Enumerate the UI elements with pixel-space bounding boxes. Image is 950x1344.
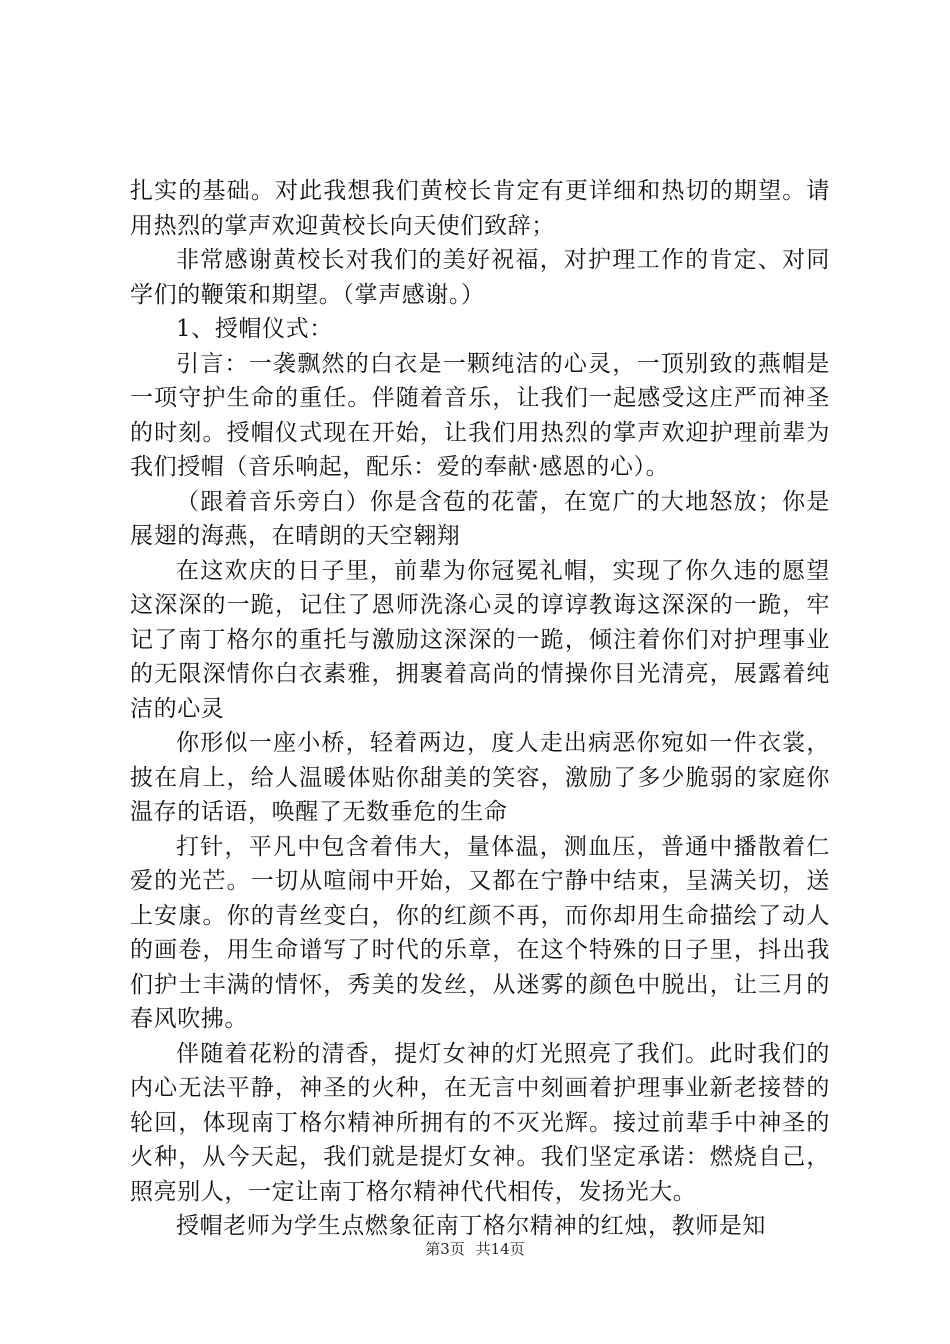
paragraph: 扎实的基础。对此我想我们黄校长肯定有更详细和热切的期望。请用热烈的掌声欢迎黄校长向天使们致辞；: [130, 178, 830, 239]
paragraph: 打针，平凡中包含着伟大，量体温，测血压，普通中播散着仁爱的光芒。一切从喧闹中开始，又都在宁静中结束，呈满关切，送上安康。你的青丝变白，你的红颜不再，而你却用生命描绘了动人的画卷，用生命谱写了时代的乐章，在这个特殊的日子里，抖出我们护士丰满的情怀，秀美的发丝，从迷雾的颜色中脱出，让三月的春风吹拂。: [130, 833, 830, 1032]
page-total: 共14页: [475, 1240, 525, 1258]
document-body: [130, 174, 830, 1244]
paragraph: 授帽老师为学生点燃象征南丁格尔精神的红烛，教师是知: [176, 1213, 766, 1239]
paragraph: 在这欢庆的日子里，前辈为你冠冕礼帽，实现了你久违的愿望这深深的一跪，记住了恩师洗涤心灵的谆谆教诲这深深的一跪，牢记了南丁格尔的重托与激励这深深的一跪，倾注着你们对护理事业的无限深情你白衣素雅，拥裹着高尚的情操你目光清亮，展露着纯洁的心灵: [130, 557, 830, 722]
page-number: 第3页: [425, 1240, 465, 1258]
paragraph: （跟着音乐旁白）你是含苞的花蕾，在宽广的大地怒放；你是展翅的海燕，在晴朗的天空翱翔: [130, 488, 830, 549]
section-heading: 1、授帽仪式：: [176, 316, 333, 342]
paragraph: 非常感谢黄校长对我们的美好祝福，对护理工作的肯定、对同学们的鞭策和期望。（掌声感谢。）: [130, 247, 830, 308]
paragraph: 伴随着花粉的清香，提灯女神的灯光照亮了我们。此时我们的内心无法平静，神圣的火种，在无言中刻画着护理事业新老接替的轮回，体现南丁格尔精神所拥有的不灭光辉。接过前辈手中神圣的火种，从今天起，我们就是提灯女神。我们坚定承诺：燃烧自己，照亮别人，一定让南丁格尔精神代代相传，发扬光大。: [130, 1040, 830, 1205]
paragraph: 引言：一袭飘然的白衣是一颗纯洁的心灵，一顶别致的燕帽是一项守护生命的重任。伴随着音乐，让我们一起感受这庄严而神圣的时刻。授帽仪式现在开始，让我们用热烈的掌声欢迎护理前辈为我们授帽（音乐响起，配乐：爱的奉献·感恩的心）。: [130, 350, 830, 480]
paragraph: 你形似一座小桥，轻着两边，度人走出病恶你宛如一件衣裳，披在肩上，给人温暖体贴你甜美的笑容，激励了多少脆弱的家庭你温存的话语，唤醒了无数垂危的生命: [130, 730, 830, 825]
page-footer: [0, 1238, 950, 1259]
